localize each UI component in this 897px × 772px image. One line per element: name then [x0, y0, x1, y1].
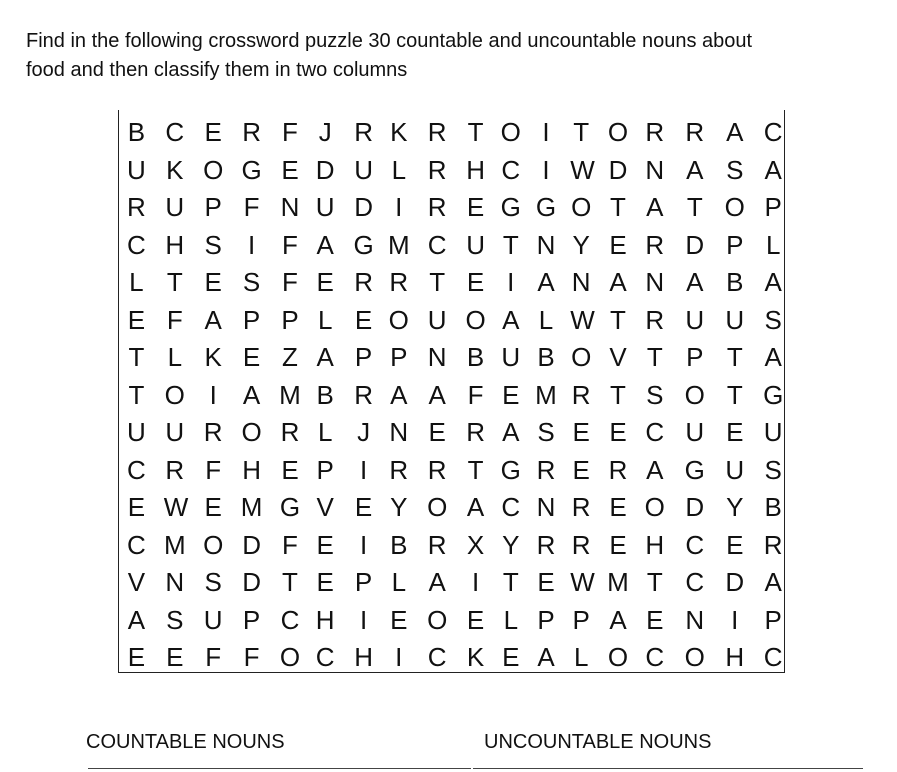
puzzle-letter[interactable]: L	[573, 642, 589, 672]
puzzle-letter[interactable]: R	[685, 117, 705, 147]
puzzle-letter[interactable]: B	[764, 492, 782, 522]
puzzle-letter[interactable]: A	[466, 492, 485, 522]
puzzle-letter[interactable]: A	[537, 642, 555, 672]
puzzle-letter[interactable]: R	[427, 154, 447, 185]
puzzle-letter[interactable]: Y	[390, 492, 408, 522]
puzzle-letter[interactable]: F	[205, 642, 222, 672]
puzzle-letter[interactable]: Y	[572, 229, 590, 260]
puzzle-letter[interactable]: T	[573, 117, 590, 147]
puzzle-letter[interactable]: A	[764, 154, 782, 185]
puzzle-letter[interactable]: J	[357, 417, 371, 447]
puzzle-letter[interactable]: K	[166, 154, 184, 185]
puzzle-letter[interactable]: A	[726, 117, 744, 147]
puzzle-letter[interactable]: T	[726, 342, 743, 372]
puzzle-letter[interactable]: P	[764, 192, 782, 222]
puzzle-letter[interactable]: E	[466, 604, 485, 635]
puzzle-letter[interactable]: R	[389, 267, 409, 297]
puzzle-letter[interactable]: H	[725, 642, 745, 672]
puzzle-letter[interactable]: I	[471, 567, 480, 597]
puzzle-row	[119, 639, 784, 676]
puzzle-letter[interactable]: I	[359, 604, 368, 635]
puzzle-letter[interactable]: T	[128, 342, 145, 372]
puzzle-letter[interactable]: I	[359, 529, 368, 560]
puzzle-letter[interactable]: L	[503, 604, 519, 635]
puzzle-letter[interactable]: E	[242, 342, 261, 372]
puzzle-letter[interactable]: M	[387, 229, 410, 260]
puzzle-letter[interactable]: A	[428, 379, 446, 410]
puzzle-letter[interactable]: E	[204, 117, 222, 147]
puzzle-letter[interactable]: K	[466, 642, 485, 672]
puzzle-letter[interactable]: H	[165, 229, 185, 260]
puzzle-letter[interactable]: B	[390, 529, 408, 560]
puzzle-letter[interactable]: R	[354, 379, 373, 410]
puzzle-letter[interactable]: R	[536, 454, 556, 485]
puzzle-letter[interactable]: E	[466, 267, 485, 297]
puzzle-letter[interactable]: N	[389, 417, 409, 447]
puzzle-letter[interactable]: N	[427, 342, 447, 372]
puzzle-letter[interactable]: R	[427, 192, 447, 222]
instructions	[26, 27, 866, 85]
puzzle-letter[interactable]: I	[542, 117, 550, 147]
puzzle-letter[interactable]: N	[685, 604, 705, 635]
puzzle-letter[interactable]: T	[686, 192, 703, 222]
puzzle-letter[interactable]: R	[354, 267, 373, 297]
puzzle-letter[interactable]: M	[163, 529, 186, 560]
puzzle-letter[interactable]: E	[572, 417, 590, 447]
puzzle-letter[interactable]: D	[242, 529, 261, 560]
puzzle-row	[119, 414, 784, 451]
puzzle-letter[interactable]: A	[502, 417, 520, 447]
puzzle-letter[interactable]: P	[354, 567, 373, 597]
puzzle-letter[interactable]: G	[353, 229, 374, 260]
puzzle-letter[interactable]: A	[537, 267, 555, 297]
puzzle-letter[interactable]: O	[279, 642, 301, 672]
puzzle-letter[interactable]: H	[354, 642, 373, 672]
puzzle-letter[interactable]: G	[500, 192, 521, 222]
puzzle-letter[interactable]: T	[610, 192, 626, 222]
puzzle-letter[interactable]: R	[608, 454, 628, 485]
puzzle-letter[interactable]: N	[280, 192, 300, 222]
puzzle-letter[interactable]: K	[204, 342, 222, 372]
puzzle-letter[interactable]: A	[428, 567, 446, 597]
puzzle-letter[interactable]: O	[571, 192, 592, 222]
puzzle-letter[interactable]: I	[731, 604, 739, 635]
puzzle-letter[interactable]: E	[537, 567, 555, 597]
puzzle-letter[interactable]: E	[316, 267, 334, 297]
puzzle-letter[interactable]: L	[538, 304, 554, 335]
puzzle-letter[interactable]: O	[571, 342, 592, 372]
puzzle-letter[interactable]: L	[391, 567, 407, 597]
puzzle-letter[interactable]: H	[242, 454, 261, 485]
puzzle-letter[interactable]: A	[764, 567, 782, 597]
puzzle-letter[interactable]: E	[390, 604, 408, 635]
puzzle-letter[interactable]: W	[163, 492, 189, 522]
puzzle-letter[interactable]: F	[205, 454, 222, 485]
puzzle-letter[interactable]: R	[571, 492, 591, 522]
puzzle-row	[119, 489, 784, 526]
puzzle-letter[interactable]: U	[165, 417, 185, 447]
puzzle-letter[interactable]: S	[204, 229, 222, 260]
puzzle-letter[interactable]: R	[354, 117, 373, 147]
puzzle-letter[interactable]: J	[318, 117, 332, 147]
puzzle-letter[interactable]: M	[279, 379, 301, 410]
puzzle-letter[interactable]: U	[354, 154, 373, 185]
puzzle-row	[119, 264, 784, 301]
puzzle-letter[interactable]: E	[502, 642, 520, 672]
puzzle-letter[interactable]: E	[281, 154, 299, 185]
puzzle-letter[interactable]: C	[645, 642, 665, 672]
puzzle-letter[interactable]: A	[502, 304, 520, 335]
puzzle-letter[interactable]: M	[240, 492, 263, 522]
puzzle-letter[interactable]: O	[388, 304, 409, 335]
puzzle-letter[interactable]: T	[502, 229, 519, 260]
puzzle-letter[interactable]: F	[282, 117, 298, 147]
puzzle-letter[interactable]: F	[282, 267, 298, 297]
puzzle-letter[interactable]: T	[610, 304, 626, 335]
puzzle-letter[interactable]: N	[645, 267, 665, 297]
puzzle-letter[interactable]: S	[764, 304, 782, 335]
puzzle-letter[interactable]: M	[535, 379, 557, 410]
puzzle-letter[interactable]: L	[317, 417, 333, 447]
puzzle-letter[interactable]: I	[542, 154, 550, 185]
puzzle-letter[interactable]: O	[203, 154, 224, 185]
puzzle-letter[interactable]: O	[644, 492, 665, 522]
puzzle-letter[interactable]: R	[427, 117, 447, 147]
puzzle-letter[interactable]: O	[465, 304, 486, 335]
puzzle-letter[interactable]: B	[466, 342, 485, 372]
puzzle-letter[interactable]: O	[427, 604, 448, 635]
puzzle-letter[interactable]: P	[281, 304, 299, 335]
puzzle-letter[interactable]: F	[282, 529, 298, 560]
puzzle-letter[interactable]: E	[726, 417, 744, 447]
puzzle-letter[interactable]: N	[536, 229, 556, 260]
puzzle-letter[interactable]: S	[166, 604, 184, 635]
puzzle-letter[interactable]: H	[315, 604, 335, 635]
puzzle-letter[interactable]: E	[127, 642, 146, 672]
puzzle-letter[interactable]: U	[685, 417, 705, 447]
puzzle-letter[interactable]: D	[315, 154, 335, 185]
puzzle-letter[interactable]: H	[645, 529, 665, 560]
puzzle-letter[interactable]: U	[466, 229, 485, 260]
puzzle-letter[interactable]: C	[427, 229, 447, 260]
puzzle-letter[interactable]: L	[167, 342, 183, 372]
puzzle-letter[interactable]: B	[537, 342, 555, 372]
puzzle-letter[interactable]: N	[571, 267, 591, 297]
puzzle-letter[interactable]: A	[764, 267, 782, 297]
instructions-line-1: Find in the following crossword puzzle 30 countable and uncountable nouns about	[26, 30, 753, 52]
puzzle-letter[interactable]: O	[500, 117, 521, 147]
puzzle-letter[interactable]: I	[395, 642, 403, 672]
puzzle-letter[interactable]: T	[726, 379, 743, 410]
puzzle-letter[interactable]: C	[763, 117, 783, 147]
puzzle-row	[119, 227, 784, 264]
puzzle-letter[interactable]: A	[390, 379, 408, 410]
puzzle-letter[interactable]: E	[316, 567, 334, 597]
puzzle-letter[interactable]: E	[354, 304, 373, 335]
instructions-line-2: food and then classify them in two columns	[26, 59, 408, 81]
puzzle-row	[119, 602, 784, 639]
puzzle-letter[interactable]: C	[645, 417, 665, 447]
puzzle-letter[interactable]: R	[427, 454, 447, 485]
puzzle-letter[interactable]: D	[608, 154, 628, 185]
puzzle-letter[interactable]: U	[315, 192, 335, 222]
puzzle-letter[interactable]: Y	[502, 529, 520, 560]
puzzle-letter[interactable]: S	[646, 379, 664, 410]
puzzle-letter[interactable]: T	[429, 267, 446, 297]
puzzle-letter[interactable]: R	[280, 417, 300, 447]
puzzle-letter[interactable]: P	[572, 604, 590, 635]
puzzle-letter[interactable]: U	[127, 154, 146, 185]
puzzle-letter[interactable]: G	[684, 454, 705, 485]
puzzle-letter[interactable]: R	[127, 192, 146, 222]
puzzle-letter[interactable]: F	[243, 192, 260, 222]
uncountable-answer-line[interactable]	[473, 768, 863, 769]
puzzle-letter[interactable]: T	[282, 567, 298, 597]
puzzle-letter[interactable]: B	[726, 267, 744, 297]
puzzle-row	[119, 152, 784, 189]
puzzle-letter[interactable]: S	[726, 154, 744, 185]
puzzle-letter[interactable]: F	[166, 304, 183, 335]
puzzle-letter[interactable]: R	[645, 229, 665, 260]
puzzle-letter[interactable]: T	[502, 567, 519, 597]
puzzle-letter[interactable]: S	[537, 417, 555, 447]
puzzle-letter[interactable]: P	[726, 229, 744, 260]
puzzle-letter[interactable]: C	[427, 642, 447, 672]
puzzle-row	[119, 452, 784, 489]
puzzle-letter[interactable]: T	[610, 379, 626, 410]
puzzle-letter[interactable]: O	[684, 642, 705, 672]
puzzle-letter[interactable]: A	[242, 379, 261, 410]
puzzle-letter[interactable]: A	[686, 267, 704, 297]
puzzle-letter[interactable]: A	[646, 454, 664, 485]
puzzle-letter[interactable]: E	[609, 492, 627, 522]
puzzle-letter[interactable]: L	[765, 229, 781, 260]
puzzle-letter[interactable]: U	[501, 342, 521, 372]
puzzle-letter[interactable]: U	[685, 304, 705, 335]
puzzle-letter[interactable]: L	[129, 267, 144, 297]
puzzle-letter[interactable]: T	[467, 117, 484, 147]
countable-nouns-header: COUNTABLE NOUNS	[86, 731, 285, 753]
puzzle-letter[interactable]: E	[609, 529, 627, 560]
puzzle-letter[interactable]: I	[209, 379, 217, 410]
puzzle-letter[interactable]: E	[316, 529, 334, 560]
puzzle-letter[interactable]: R	[203, 417, 223, 447]
puzzle-letter[interactable]: C	[763, 642, 783, 672]
puzzle-letter[interactable]: P	[242, 604, 261, 635]
puzzle-letter[interactable]: A	[316, 342, 334, 372]
puzzle-letter[interactable]: V	[127, 567, 146, 597]
puzzle-letter[interactable]: U	[725, 304, 745, 335]
puzzle-letter[interactable]: A	[127, 604, 146, 635]
puzzle-letter[interactable]: D	[242, 567, 261, 597]
puzzle-row	[119, 377, 784, 414]
puzzle-row	[119, 339, 784, 376]
puzzle-letter[interactable]: E	[428, 417, 446, 447]
puzzle-letter[interactable]: E	[609, 417, 627, 447]
puzzle-letter[interactable]: G	[535, 192, 557, 222]
puzzle-letter[interactable]: A	[686, 154, 704, 185]
puzzle-letter[interactable]: I	[359, 454, 368, 485]
puzzle-letter[interactable]: A	[609, 267, 627, 297]
puzzle-letter[interactable]: D	[685, 492, 705, 522]
puzzle-letter[interactable]: R	[389, 454, 409, 485]
puzzle-letter[interactable]: A	[609, 604, 627, 635]
uncountable-nouns-header: UNCOUNTABLE NOUNS	[484, 731, 712, 753]
puzzle-letter[interactable]: R	[645, 304, 665, 335]
puzzle-letter[interactable]: E	[502, 379, 520, 410]
puzzle-letter[interactable]: E	[646, 604, 664, 635]
puzzle-letter[interactable]: O	[203, 529, 224, 560]
countable-answer-line[interactable]	[88, 768, 471, 769]
puzzle-letter[interactable]: S	[764, 454, 782, 485]
puzzle-letter[interactable]: D	[685, 229, 705, 260]
puzzle-letter[interactable]: W	[570, 154, 595, 185]
puzzle-letter[interactable]: O	[427, 492, 448, 522]
puzzle-letter[interactable]: L	[317, 304, 333, 335]
puzzle-letter[interactable]: C	[280, 604, 300, 635]
puzzle-letter[interactable]: N	[645, 154, 665, 185]
puzzle-letter[interactable]: R	[645, 117, 665, 147]
puzzle-letter[interactable]: E	[166, 642, 184, 672]
puzzle-letter[interactable]: W	[570, 304, 595, 335]
puzzle-letter[interactable]: C	[685, 567, 705, 597]
puzzle-letter[interactable]: R	[427, 529, 447, 560]
puzzle-letter[interactable]: I	[395, 192, 403, 222]
puzzle-letter[interactable]: S	[204, 567, 222, 597]
puzzle-letter[interactable]: A	[316, 229, 334, 260]
puzzle-letter[interactable]: C	[685, 529, 705, 560]
puzzle-letter[interactable]: R	[763, 529, 783, 560]
puzzle-letter[interactable]: I	[507, 267, 515, 297]
puzzle-letter[interactable]: C	[127, 454, 146, 485]
puzzle-letter[interactable]: F	[467, 379, 484, 410]
puzzle-letter[interactable]: V	[609, 342, 627, 372]
puzzle-letter[interactable]: W	[570, 567, 595, 597]
puzzle-letter[interactable]: C	[127, 529, 146, 560]
puzzle-letter[interactable]: U	[427, 304, 447, 335]
puzzle-letter[interactable]: F	[243, 642, 260, 672]
puzzle-letter[interactable]: V	[316, 492, 334, 522]
puzzle-letter[interactable]: P	[764, 604, 782, 635]
puzzle-letter[interactable]: G	[763, 379, 784, 410]
puzzle-letter[interactable]: C	[165, 117, 185, 147]
puzzle-letter[interactable]: P	[537, 604, 555, 635]
puzzle-letter[interactable]: E	[354, 492, 373, 522]
puzzle-letter[interactable]: R	[536, 529, 556, 560]
puzzle-letter[interactable]: E	[127, 304, 146, 335]
puzzle-letter[interactable]: P	[390, 342, 408, 372]
puzzle-letter[interactable]: G	[279, 492, 301, 522]
puzzle-letter[interactable]: R	[165, 454, 185, 485]
puzzle-letter[interactable]: O	[241, 417, 262, 447]
puzzle-letter[interactable]: U	[763, 417, 783, 447]
puzzle-letter[interactable]: U	[127, 417, 146, 447]
puzzle-letter[interactable]: R	[466, 417, 485, 447]
puzzle-letter[interactable]: U	[203, 604, 223, 635]
puzzle-letter[interactable]: O	[724, 192, 745, 222]
puzzle-row	[119, 189, 784, 226]
puzzle-letter[interactable]: O	[684, 379, 705, 410]
puzzle-letter[interactable]: P	[686, 342, 704, 372]
puzzle-letter[interactable]: E	[466, 192, 485, 222]
puzzle-letter[interactable]: M	[607, 567, 629, 597]
puzzle-letter[interactable]: A	[646, 192, 664, 222]
puzzle-letter[interactable]: T	[166, 267, 183, 297]
puzzle-letter[interactable]: E	[572, 454, 590, 485]
puzzle-letter[interactable]: O	[607, 642, 629, 672]
puzzle-letter[interactable]: P	[204, 192, 222, 222]
puzzle-letter[interactable]: B	[316, 379, 334, 410]
puzzle-letter[interactable]: E	[726, 529, 744, 560]
puzzle-letter[interactable]: P	[316, 454, 334, 485]
puzzle-letter[interactable]: N	[536, 492, 556, 522]
puzzle-row	[119, 114, 784, 151]
puzzle-letter[interactable]: Y	[726, 492, 744, 522]
puzzle-letter[interactable]: U	[725, 454, 745, 485]
puzzle-letter[interactable]: R	[242, 117, 261, 147]
puzzle-letter[interactable]: K	[390, 117, 408, 147]
puzzle-letter[interactable]: A	[764, 342, 782, 372]
puzzle-letter[interactable]: E	[204, 267, 222, 297]
puzzle-letter[interactable]: G	[241, 154, 262, 185]
puzzle-letter[interactable]: E	[127, 492, 146, 522]
puzzle-letter[interactable]: T	[467, 454, 484, 485]
puzzle-letter[interactable]: G	[500, 454, 521, 485]
puzzle-letter[interactable]: P	[354, 342, 373, 372]
puzzle-letter[interactable]: T	[646, 567, 663, 597]
puzzle-letter[interactable]: D	[725, 567, 745, 597]
puzzle-letter[interactable]: E	[281, 454, 299, 485]
puzzle-letter[interactable]: I	[247, 229, 256, 260]
puzzle-letter[interactable]: E	[204, 492, 222, 522]
puzzle-letter[interactable]: O	[164, 379, 185, 410]
puzzle-letter[interactable]: S	[242, 267, 261, 297]
puzzle-letter[interactable]: T	[646, 342, 663, 372]
puzzle-letter[interactable]: A	[204, 304, 222, 335]
puzzle-letter[interactable]: C	[501, 154, 521, 185]
puzzle-letter[interactable]: L	[391, 154, 407, 185]
puzzle-row	[119, 302, 784, 339]
puzzle-letter[interactable]: D	[354, 192, 373, 222]
puzzle-letter[interactable]: Z	[282, 342, 298, 372]
puzzle-letter[interactable]: E	[609, 229, 627, 260]
puzzle-letter[interactable]: C	[315, 642, 335, 672]
puzzle-letter[interactable]: U	[165, 192, 185, 222]
puzzle-letter[interactable]: P	[242, 304, 261, 335]
puzzle-letter[interactable]: R	[571, 379, 591, 410]
puzzle-letter[interactable]: H	[466, 154, 485, 185]
puzzle-letter[interactable]: C	[127, 229, 146, 260]
puzzle-letter[interactable]: R	[571, 529, 591, 560]
puzzle-letter[interactable]: F	[282, 229, 298, 260]
puzzle-letter[interactable]: C	[501, 492, 521, 522]
puzzle-letter[interactable]: N	[165, 567, 185, 597]
word-search-grid	[118, 110, 785, 673]
puzzle-letter[interactable]: X	[466, 529, 485, 560]
puzzle-letter[interactable]: O	[607, 117, 629, 147]
puzzle-row	[119, 564, 784, 601]
puzzle-letter[interactable]: T	[128, 379, 145, 410]
puzzle-row	[119, 527, 784, 564]
puzzle-letter[interactable]: B	[127, 117, 146, 147]
